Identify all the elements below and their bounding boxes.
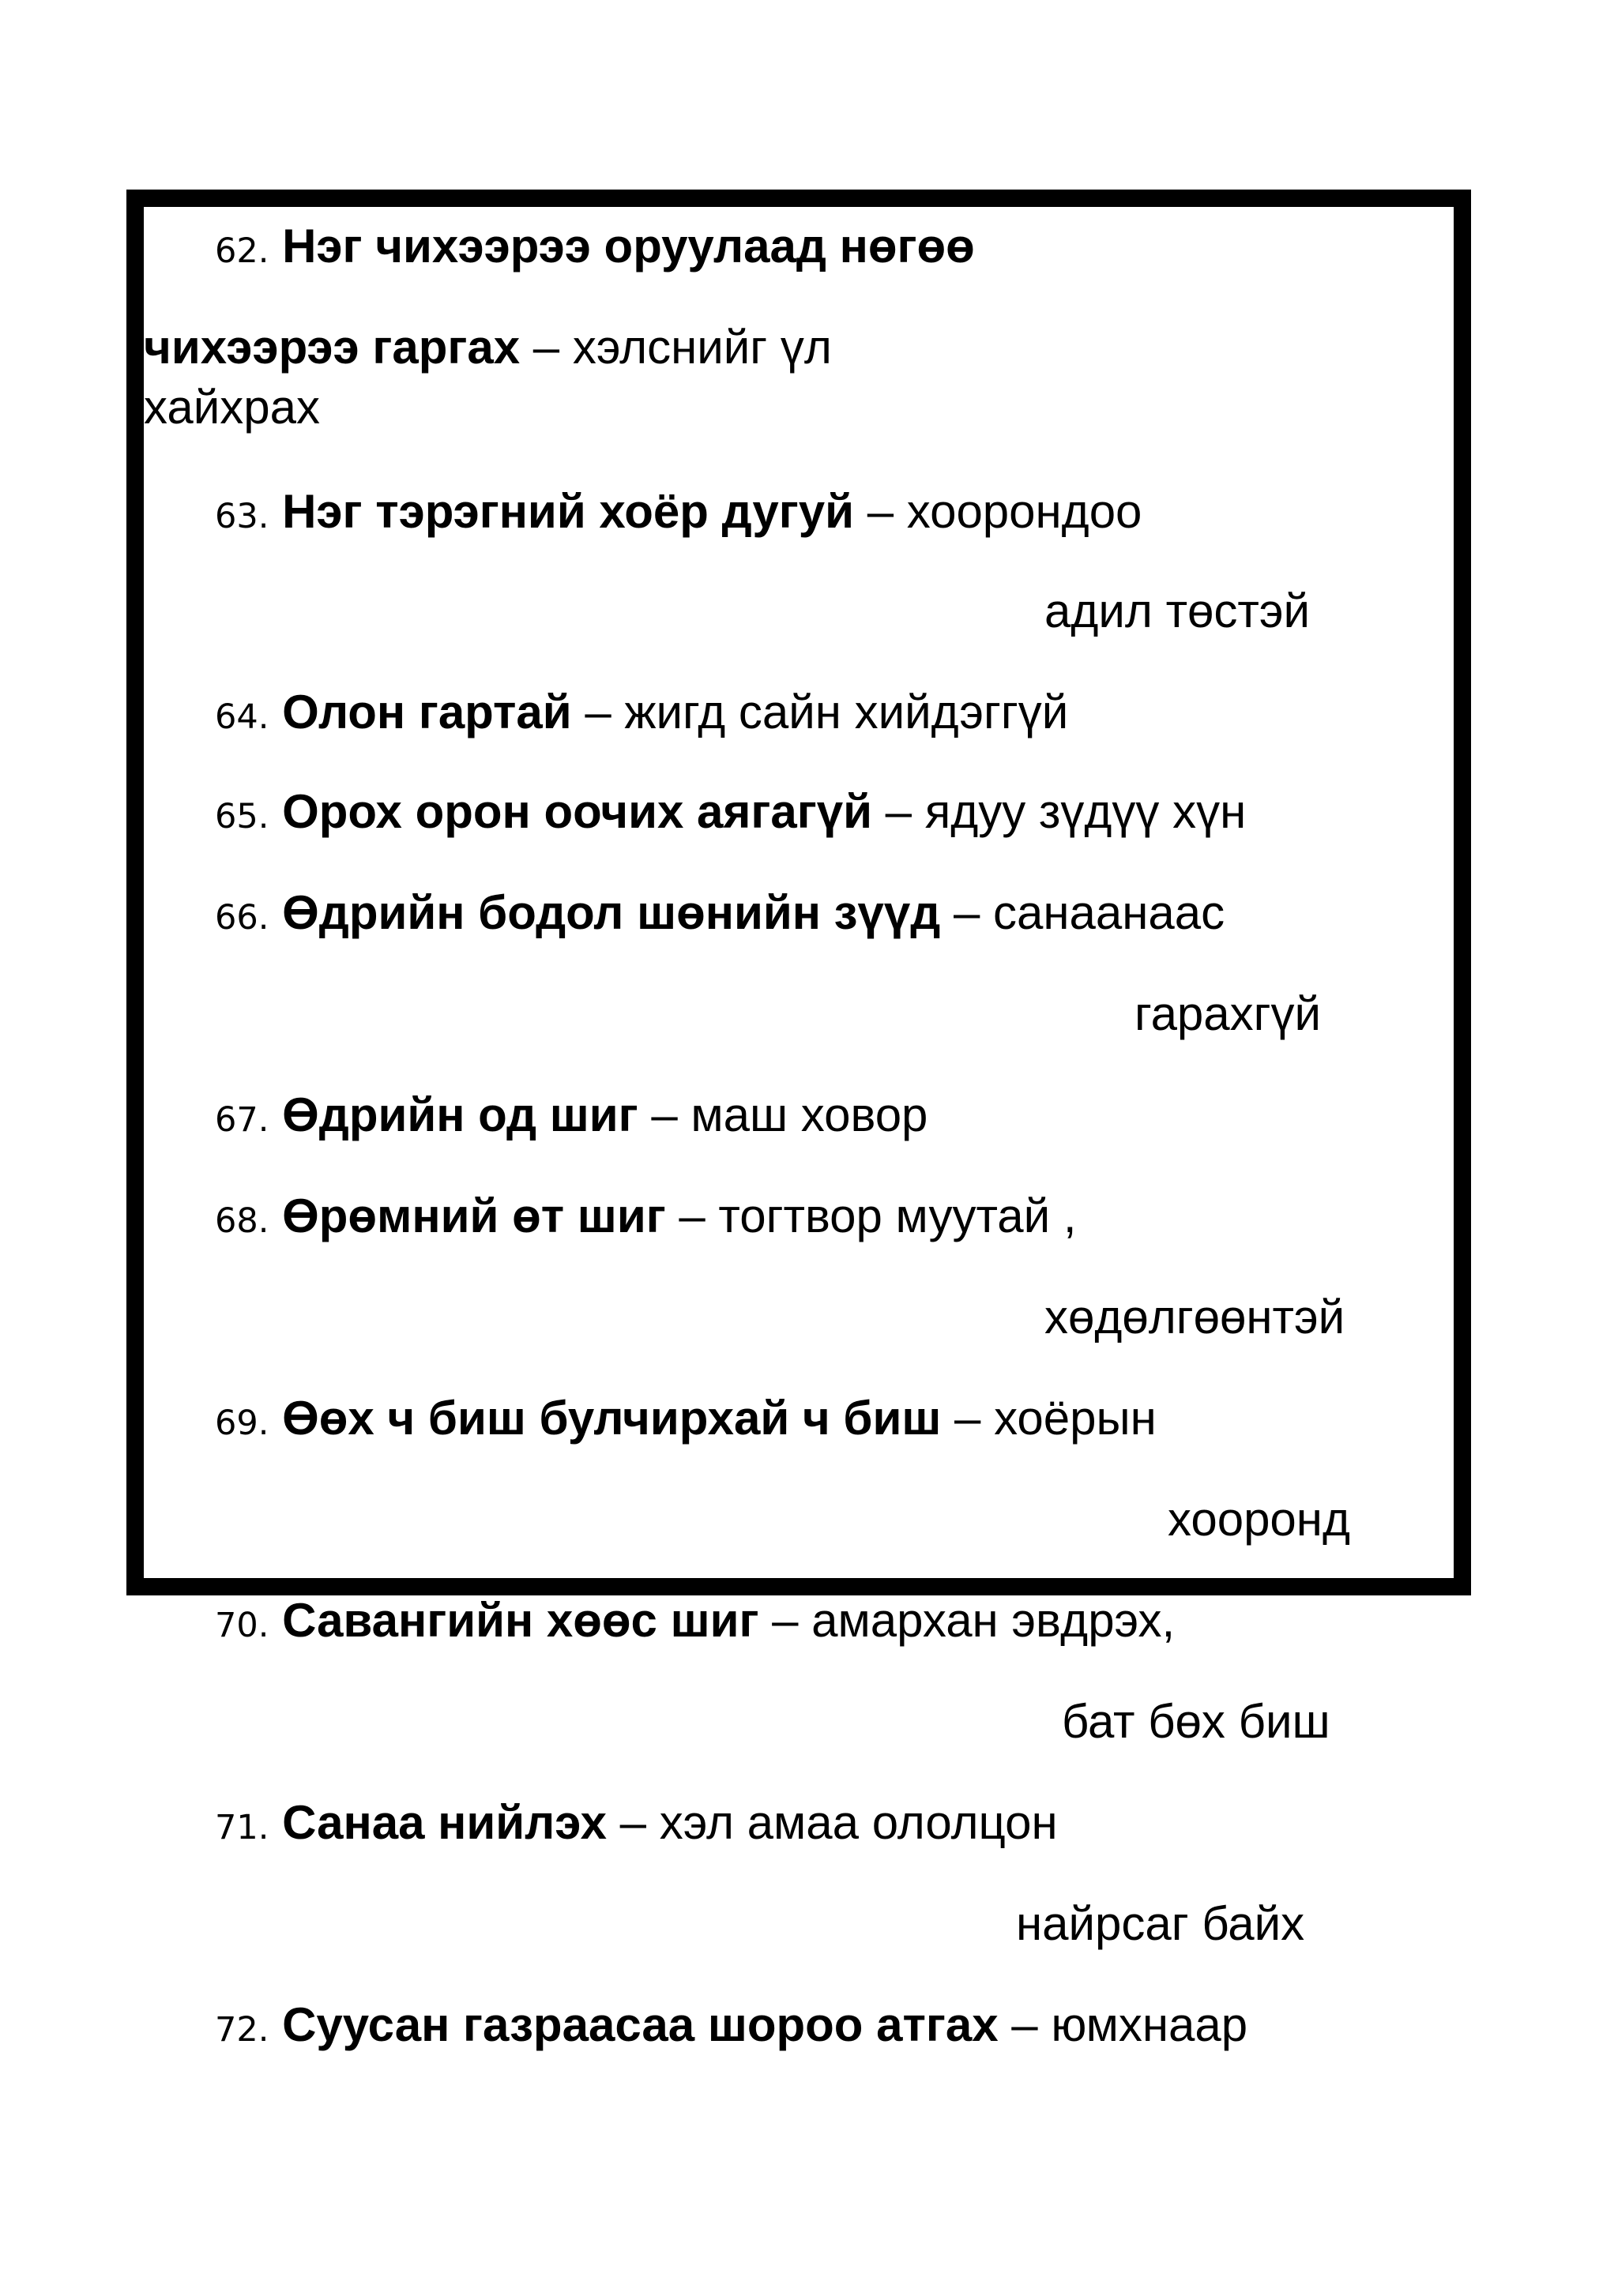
idiom-term: Өдрийн бодол шөнийн зүүд: [282, 886, 941, 939]
idiom-definition: – юмхнаар: [1011, 1998, 1248, 2051]
entry-number: 72.: [215, 2010, 269, 2050]
idiom-definition: – тогтвор муутай ,: [679, 1189, 1077, 1242]
entry-number: 68.: [215, 1201, 269, 1241]
idiom-term: Нэг тэрэгний хоёр дугуй: [282, 485, 855, 538]
entry-66-line-2: [1134, 986, 1321, 1043]
idiom-term: Орох орон оочих аягагүй: [282, 785, 872, 838]
idiom-definition: – хоорондоо: [867, 485, 1142, 538]
entry-number: 70.: [215, 1606, 269, 1645]
entry-63-line-1: [215, 483, 1142, 545]
entry-70-line-1: [215, 1592, 1175, 1654]
entry-62-line-1: [215, 218, 975, 280]
entry-number: 63.: [215, 497, 269, 536]
entry-68-line-2: [1044, 1289, 1345, 1346]
entry-70-line-2: [1062, 1693, 1330, 1750]
entry-64: [215, 684, 1068, 746]
idiom-term: Олон гартай: [282, 686, 572, 738]
entry-62-line-2: [144, 319, 832, 376]
idiom-definition: хайхрах: [144, 381, 320, 434]
entry-number: 66.: [215, 898, 269, 938]
entry-66-line-1: [215, 885, 1225, 946]
entry-69-line-1: [215, 1390, 1157, 1452]
entry-65: [215, 783, 1246, 845]
idiom-definition: найрсаг байх: [1016, 1897, 1305, 1950]
idiom-definition: хөдөлгөөнтэй: [1044, 1291, 1345, 1343]
entry-71-line-1: [215, 1794, 1058, 1856]
entry-number: 67.: [215, 1100, 269, 1140]
entry-62-line-3: [144, 379, 320, 436]
entry-69-line-2: [1168, 1491, 1350, 1548]
idiom-definition: – жигд сайн хийдэггүй: [585, 686, 1069, 738]
idiom-term: Суусан газраасаа шороо атгах: [282, 1998, 999, 2051]
idiom-term: Нэг чихээрээ оруулаад нөгөө: [282, 220, 975, 272]
entry-67: [215, 1087, 928, 1148]
idiom-term: Өрөмний өт шиг: [282, 1189, 666, 1242]
idiom-definition: гарахгүй: [1134, 987, 1322, 1040]
idiom-term: чихээрээ гаргах: [144, 321, 521, 374]
entry-number: 62.: [215, 231, 269, 271]
idiom-definition: – санаанаас: [954, 886, 1225, 939]
idiom-definition: – хэл амаа ололцон: [619, 1796, 1058, 1849]
entry-number: 64.: [215, 697, 269, 737]
entry-68-line-1: [215, 1188, 1077, 1249]
idiom-definition: – амархан эвдрэх,: [772, 1594, 1176, 1647]
entry-number: 69.: [215, 1404, 269, 1443]
entry-63-line-2: [1044, 583, 1310, 640]
idiom-term: Санаа нийлэх: [282, 1796, 607, 1849]
idiom-term: Өөх ч биш булчирхай ч биш: [282, 1392, 942, 1445]
idiom-definition: – маш ховор: [651, 1088, 928, 1141]
entry-71-line-2: [1016, 1896, 1304, 1952]
idiom-definition: – ядуу зүдүү хүн: [885, 785, 1247, 838]
entry-number: 65.: [215, 797, 269, 836]
idiom-definition: адил төстэй: [1044, 584, 1311, 637]
entry-72: [215, 1997, 1247, 2058]
idiom-definition: бат бөх биш: [1062, 1695, 1330, 1748]
idiom-definition: – хэлснийг үл: [532, 321, 832, 374]
idiom-definition: – хоёрын: [954, 1392, 1157, 1445]
idiom-definition: хооронд: [1168, 1493, 1350, 1546]
idiom-term: Савангийн хөөс шиг: [282, 1594, 759, 1647]
entry-number: 71.: [215, 1808, 269, 1847]
idiom-term: Өдрийн од шиг: [282, 1088, 638, 1141]
